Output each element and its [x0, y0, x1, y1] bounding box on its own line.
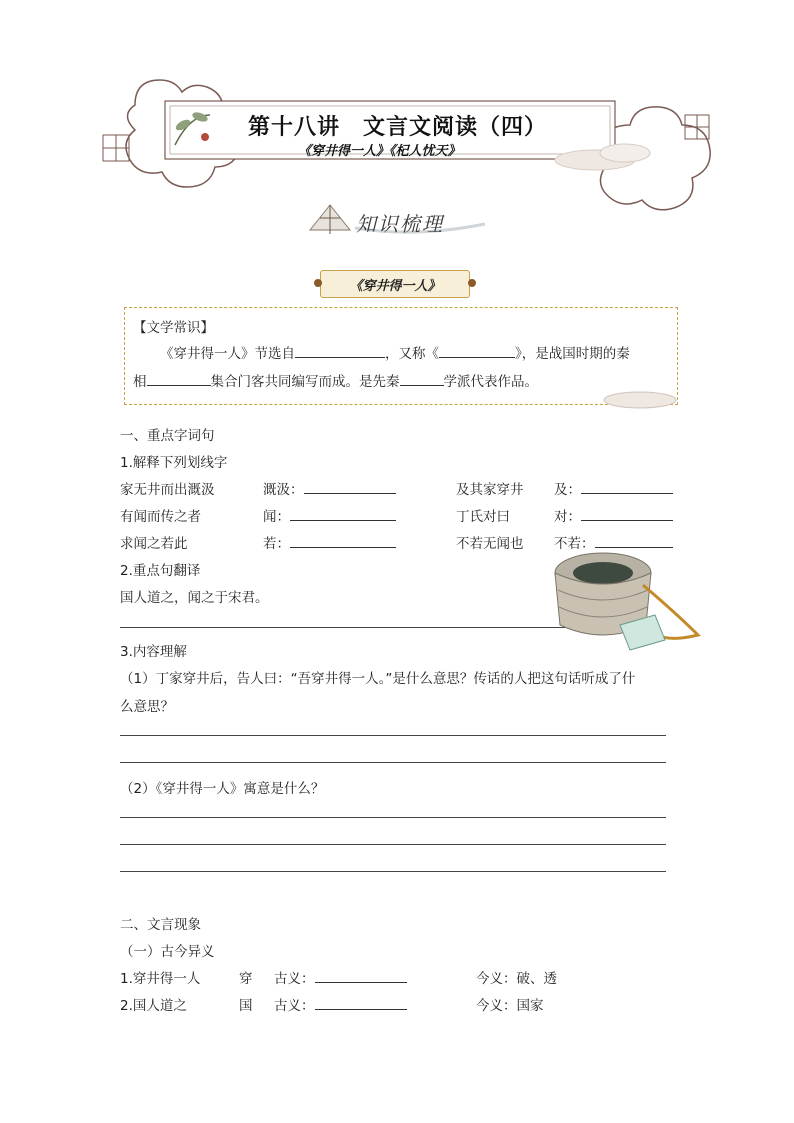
- yiyi-row: 穿: [239, 971, 253, 987]
- banner-title: 知识梳理: [356, 212, 444, 236]
- vocab-row: 求闻之若此: [120, 536, 188, 552]
- cloud-ornament: [600, 388, 680, 410]
- answer-blank[interactable]: [315, 968, 407, 983]
- part2-title: 二、文言现象: [120, 917, 201, 933]
- yiyi-row: 1.穿井得一人: [120, 971, 201, 987]
- vocab-row: 家无井而出溉汲: [120, 482, 215, 498]
- vocab-row: 不若：: [554, 532, 673, 552]
- box-line-1: 《穿井得一人》节选自 ，又称《 》，是战国时期的秦: [160, 342, 630, 362]
- vocab-row: 有闻而传之者: [120, 509, 201, 525]
- tag-pin-icon: [468, 279, 476, 287]
- q3-1-line2: 么意思？: [120, 699, 174, 715]
- part1-title: 一、重点字词句: [120, 428, 215, 444]
- box-heading: 【文学常识】: [133, 320, 214, 336]
- part2-sub1: （一）古今异义: [120, 944, 215, 960]
- yiyi-row: 国: [239, 998, 253, 1014]
- vocab-row: 及其家穿井: [456, 482, 524, 498]
- well-illustration: [548, 545, 708, 660]
- answer-blank[interactable]: [147, 371, 211, 386]
- q2-title: 2.重点句翻译: [120, 563, 201, 579]
- yiyi-row: 古义：: [274, 967, 407, 987]
- answer-blank[interactable]: [304, 479, 396, 494]
- answer-line[interactable]: [120, 844, 666, 845]
- answer-line[interactable]: [120, 871, 666, 872]
- section-tag-label: 《穿井得一人》: [349, 279, 441, 294]
- yiyi-row: 古义：: [274, 994, 407, 1014]
- vocab-row: 若：: [263, 532, 396, 552]
- yiyi-row: 今义：国家: [476, 998, 544, 1014]
- answer-line[interactable]: [120, 817, 666, 818]
- answer-blank[interactable]: [295, 343, 385, 358]
- answer-blank[interactable]: [290, 533, 396, 548]
- q3-2: （2）《穿井得一人》寓意是什么？: [120, 781, 325, 797]
- q2-sentence: 国人道之，闻之于宋君。: [120, 590, 269, 606]
- answer-blank[interactable]: [439, 343, 515, 358]
- answer-blank[interactable]: [290, 506, 396, 521]
- vocab-row: 丁氏对曰: [456, 509, 510, 525]
- answer-line[interactable]: [120, 762, 666, 763]
- answer-blank[interactable]: [315, 995, 407, 1010]
- vocab-row: 溉汲：: [263, 478, 396, 498]
- box-line-2: 相 集合门客共同编写而成。是先秦 学派代表作品。: [133, 370, 538, 390]
- yiyi-row: 2.国人道之: [120, 998, 187, 1014]
- answer-line[interactable]: [120, 735, 666, 736]
- page-subtitle: 《穿井得一人》《杞人忧天》: [298, 144, 461, 159]
- answer-blank[interactable]: [581, 506, 673, 521]
- answer-blank[interactable]: [400, 371, 444, 386]
- vocab-row: 对：: [554, 505, 673, 525]
- vocab-row: 及：: [554, 478, 673, 498]
- q3-title: 3.内容理解: [120, 644, 187, 660]
- answer-line[interactable]: [120, 627, 572, 628]
- vocab-row: 闻：: [263, 505, 396, 525]
- q3-1-line1: （1）丁家穿井后，告人曰：“吾穿井得一人。”是什么意思？传话的人把这句话听成了什: [120, 671, 636, 687]
- yiyi-row: 今义：破、透: [476, 971, 557, 987]
- q1-title: 1.解释下列划线字: [120, 455, 228, 471]
- answer-blank[interactable]: [581, 479, 673, 494]
- section-tag: [320, 270, 470, 298]
- vocab-row: 不若无闻也: [456, 536, 524, 552]
- page-title: 第十八讲 文言文阅读（四）: [248, 114, 548, 140]
